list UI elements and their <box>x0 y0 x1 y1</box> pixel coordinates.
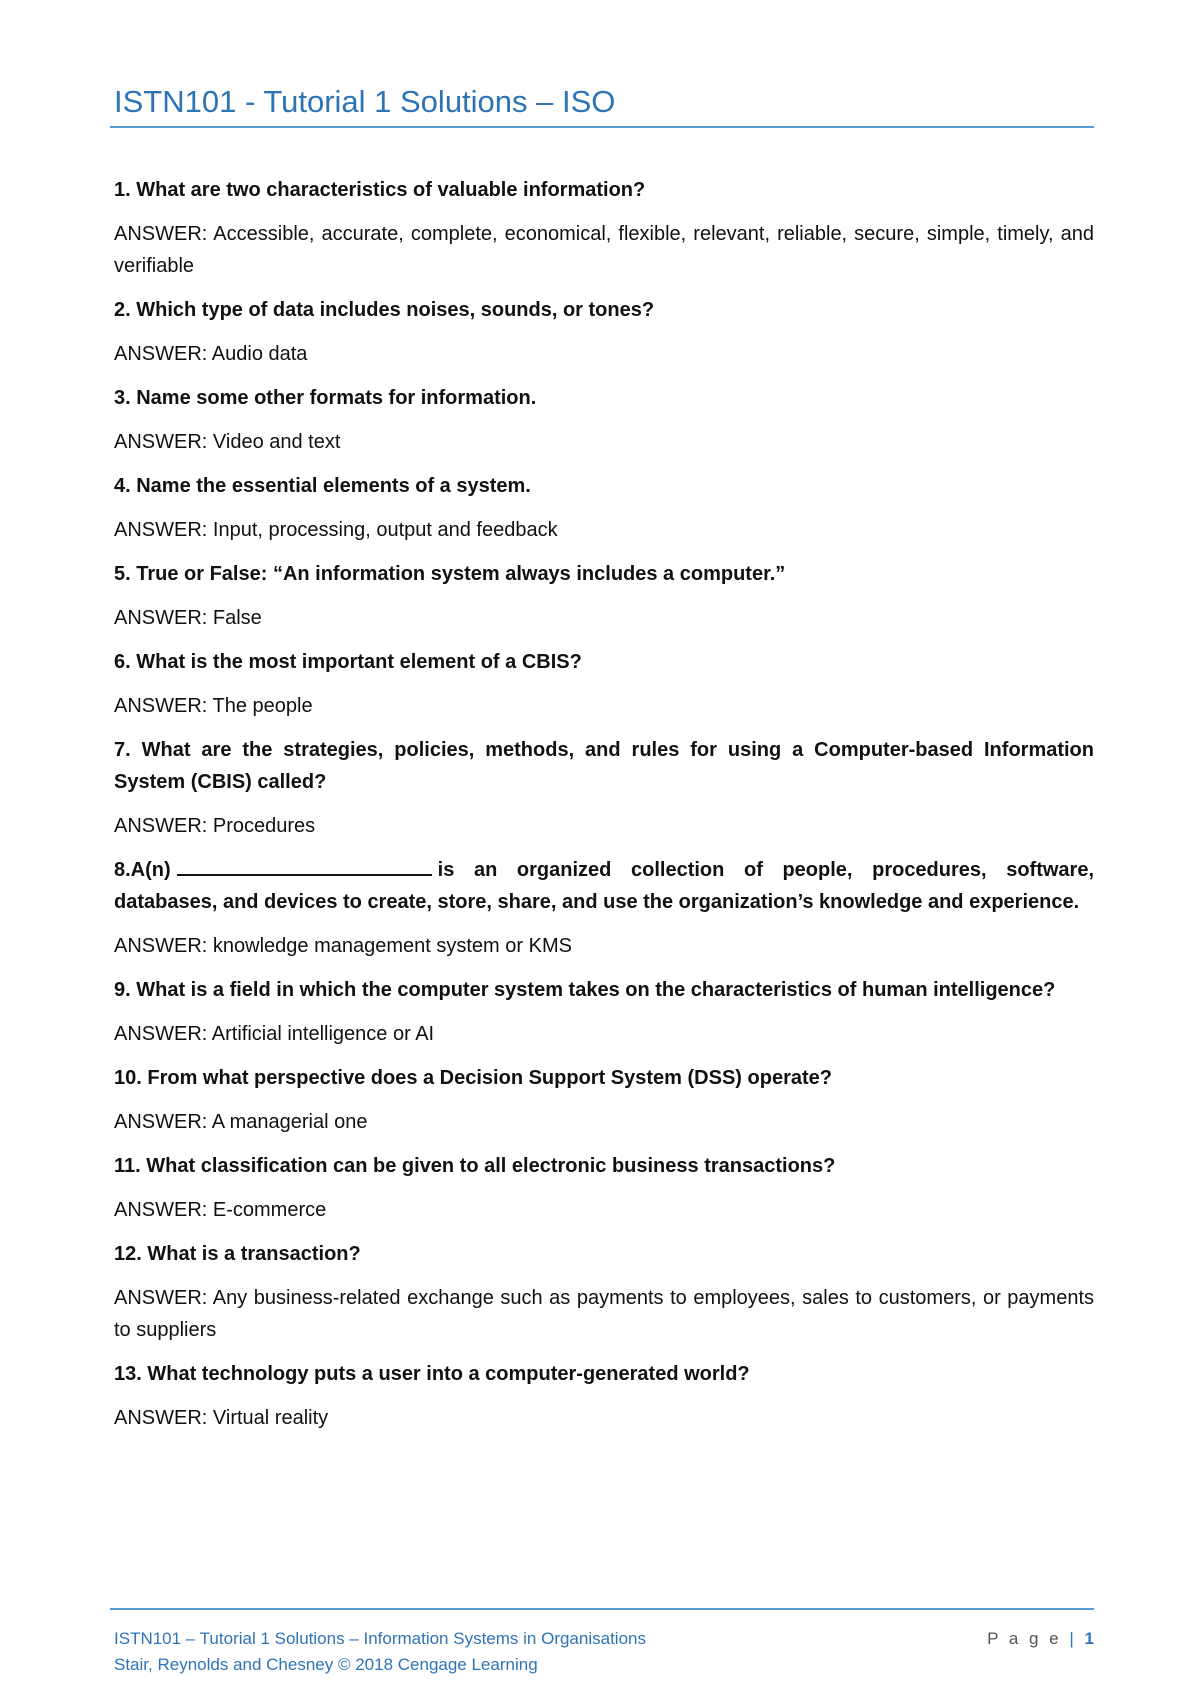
answer-6: ANSWER: The people <box>114 695 313 717</box>
page-label: P a g e <box>987 1629 1062 1648</box>
answer-4: ANSWER: Input, processing, output and feedback <box>114 519 558 541</box>
footer-rule <box>110 1608 1094 1610</box>
header-rule <box>110 126 1094 128</box>
question-9: 9. What is a field in which the computer system takes on the characteristics of human intelligence? <box>114 979 1056 1001</box>
question-12: 12. What is a transaction? <box>114 1243 361 1265</box>
answer-1: ANSWER: Accessible, accurate, complete, economical, flexible, relevant, reliable, secure, simple, timely, and verifiable <box>114 223 1094 277</box>
page-title: ISTN101 - Tutorial 1 Solutions – ISO <box>114 84 616 119</box>
question-5: 5. True or False: “An information system always includes a computer.” <box>114 563 786 585</box>
answer-5: ANSWER: False <box>114 607 262 629</box>
question-2: 2. Which type of data includes noises, sounds, or tones? <box>114 299 655 321</box>
footer-copyright-line: Stair, Reynolds and Chesney © 2018 Cengage Learning <box>114 1655 538 1674</box>
question-6: 6. What is the most important element of a CBIS? <box>114 651 582 673</box>
page-number: 1 <box>1084 1629 1094 1648</box>
question-1: 1. What are two characteristics of valuable information? <box>114 179 646 201</box>
answer-12: ANSWER: Any business-related exchange such as payments to employees, sales to customers, or payments to suppliers <box>114 1287 1094 1341</box>
question-8 <box>114 854 1094 918</box>
question-7: 7. What are the strategies, policies, methods, and rules for using a Computer-based Information System (CBIS) called? <box>114 739 1094 793</box>
question-4: 4. Name the essential elements of a system. <box>114 475 531 497</box>
footer-course-line: ISTN101 – Tutorial 1 Solutions – Information Systems in Organisations <box>114 1629 646 1648</box>
answer-10: ANSWER: A managerial one <box>114 1111 368 1133</box>
question-8-suffix: is an organized collection of people, procedures, software, databases, and devices to create, store, share, and use the organization’s knowledge and experience. <box>114 859 1094 913</box>
answer-2: ANSWER: Audio data <box>114 343 308 365</box>
answer-3: ANSWER: Video and text <box>114 431 341 453</box>
question-3: 3. Name some other formats for information. <box>114 387 537 409</box>
fill-in-blank <box>177 856 432 876</box>
question-11: 11. What classification can be given to all electronic business transactions? <box>114 1155 836 1177</box>
qa-list <box>114 174 1094 1446</box>
question-13: 13. What technology puts a user into a computer-generated world? <box>114 1363 750 1385</box>
answer-8: ANSWER: knowledge management system or KMS <box>114 935 572 957</box>
page-separator: | <box>1069 1629 1077 1648</box>
answer-11: ANSWER: E-commerce <box>114 1199 327 1221</box>
question-8-prefix: 8.A(n) <box>114 859 171 881</box>
question-10: 10. From what perspective does a Decision Support System (DSS) operate? <box>114 1067 832 1089</box>
answer-9: ANSWER: Artificial intelligence or AI <box>114 1023 435 1045</box>
page-indicator <box>987 1626 1094 1652</box>
page-footer <box>114 1626 1094 1678</box>
answer-7: ANSWER: Procedures <box>114 815 316 837</box>
answer-13: ANSWER: Virtual reality <box>114 1407 329 1429</box>
